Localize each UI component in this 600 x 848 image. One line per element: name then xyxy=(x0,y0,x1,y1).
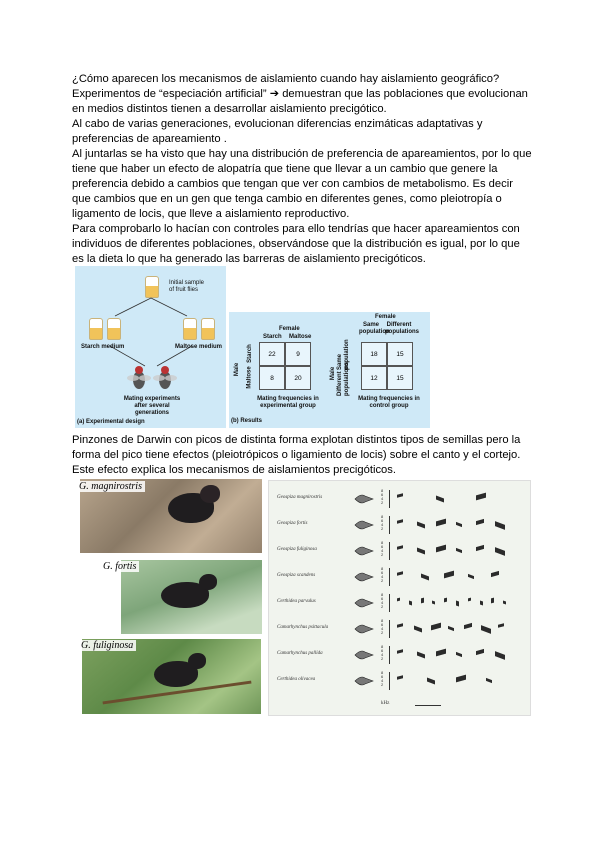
species-label: Certhidea olivacea xyxy=(277,677,316,682)
photo-label: G. fuliginosa xyxy=(78,640,136,651)
axis-tick-label: 4 xyxy=(381,496,384,501)
exp-female-label: Female xyxy=(279,326,300,332)
ctrl-col-diff: Different populations xyxy=(385,322,419,335)
ctrl-cell: 12 xyxy=(361,366,387,390)
song-note xyxy=(491,598,494,604)
song-note xyxy=(456,675,466,683)
ctrl-title: Mating frequencies in control group xyxy=(358,396,420,409)
freq-axis-line xyxy=(389,620,390,638)
photo-label: G. magnirostris xyxy=(76,481,145,492)
axis-tick-label: 8 xyxy=(381,592,384,597)
song-note xyxy=(397,571,403,576)
ctrl-male-label: Male xyxy=(330,366,337,381)
song-note xyxy=(417,652,425,659)
song-note xyxy=(486,678,492,683)
axis-tick-label: 6 xyxy=(381,674,384,679)
freq-axis-labels xyxy=(381,593,387,609)
song-note xyxy=(397,598,400,602)
sonogram xyxy=(393,646,519,664)
freq-axis-labels xyxy=(381,671,387,687)
maltose-medium-label: Maltose medium xyxy=(175,344,223,350)
paragraph: Pinzones de Darwin con picos de distinta forma explotan distintos tipos de semillas pero la forma del pico tiene efectos (pleiotrópicos o ligamiento de locis) sobre el canto y el cortejo. Este efecto explica los mecanismos de aislamientos precigóticos. xyxy=(72,434,521,476)
axis-tick-label: 4 xyxy=(381,522,384,527)
axis-tick-label: 8 xyxy=(381,540,384,545)
paragraph: ¿Cómo aparecen los mecanismos de aislamiento cuando hay aislamiento geográfico? xyxy=(72,73,500,85)
song-note xyxy=(444,571,454,579)
axis-tick-label: 4 xyxy=(381,678,384,683)
exp-cell: 22 xyxy=(259,342,285,366)
song-note xyxy=(436,519,446,527)
species-label: Geospiza scandens xyxy=(277,573,316,578)
axis-tick-label: 2 xyxy=(381,630,384,635)
initial-sample-label: Initial sample of fruit flies xyxy=(169,280,205,293)
exp-cell: 8 xyxy=(259,366,285,390)
axis-tick-label: 4 xyxy=(381,600,384,605)
song-note xyxy=(448,626,454,631)
freq-axis-labels xyxy=(381,567,387,583)
song-note xyxy=(436,649,446,657)
song-note xyxy=(432,600,435,604)
song-note xyxy=(456,548,462,553)
song-note xyxy=(468,598,471,602)
axis-tick-label: 8 xyxy=(381,514,384,519)
beak-icon xyxy=(353,596,375,608)
beak-icon xyxy=(353,518,375,530)
axis-tick-label: 2 xyxy=(381,578,384,583)
freq-axis-labels xyxy=(381,645,387,661)
song-note xyxy=(503,600,506,604)
axis-tick-label: 4 xyxy=(381,548,384,553)
exp-title: Mating frequencies in experimental group xyxy=(257,396,319,409)
ctrl-cell: 15 xyxy=(387,366,413,390)
exp-col-maltose: Maltose xyxy=(289,334,312,340)
song-note xyxy=(436,496,444,503)
figure-a-caption: (a) Experimental design xyxy=(77,419,145,425)
song-note xyxy=(468,574,474,579)
song-note xyxy=(397,623,403,628)
song-note xyxy=(456,652,462,657)
species-label: Certhidea parvulus xyxy=(277,599,316,604)
species-label: Camarhynchus psittacula xyxy=(277,625,329,630)
sonogram xyxy=(393,542,519,560)
song-note xyxy=(427,678,435,685)
axis-tick-label: 6 xyxy=(381,648,384,653)
fly-jar-icon xyxy=(107,318,121,340)
song-note xyxy=(397,649,403,654)
beak-icon xyxy=(353,570,375,582)
finch-photo-fortis xyxy=(121,560,262,634)
paragraph: Al cabo de varias generaciones, evolucionan diferencias enzimáticas adaptativas y preferencias de apareamiento . xyxy=(72,118,483,145)
species-label: Geospiza fortis xyxy=(277,521,308,526)
ctrl-cell: 18 xyxy=(361,342,387,366)
song-note xyxy=(495,521,505,530)
axis-tick-label: 4 xyxy=(381,652,384,657)
exp-male-label: Male xyxy=(234,362,241,377)
ctrl-row-diff: Different populations xyxy=(337,362,350,396)
axis-tick-label: 6 xyxy=(381,518,384,523)
axis-tick-label: 8 xyxy=(381,670,384,675)
exp-cell: 20 xyxy=(285,366,311,390)
photo-label: G. fortis xyxy=(100,561,139,572)
freq-axis-labels xyxy=(381,619,387,635)
finch-head-image xyxy=(199,574,217,590)
beak-icon xyxy=(353,674,375,686)
ctrl-row-same: Same population xyxy=(337,339,350,370)
species-label: Geospiza fuliginosa xyxy=(277,547,317,552)
sonogram xyxy=(393,594,519,612)
fruit-fly-icon xyxy=(125,364,179,394)
axis-tick-label: 2 xyxy=(381,526,384,531)
axis-tick-label: 6 xyxy=(381,622,384,627)
song-note xyxy=(414,626,422,633)
paragraph: Experimentos de “especiación artificial” ➔ demuestran que las poblaciones que evolucionan en medios distintos tienen a desarrollar aislamiento precigótico. xyxy=(72,88,528,115)
axis-tick-label: 8 xyxy=(381,644,384,649)
text-block-intro xyxy=(72,72,532,267)
starch-medium-label: Starch medium xyxy=(81,344,125,350)
song-note xyxy=(476,519,484,525)
beak-icon xyxy=(353,622,375,634)
axis-tick-label: 6 xyxy=(381,570,384,575)
freq-axis-line xyxy=(389,542,390,560)
axis-tick-label: 2 xyxy=(381,656,384,661)
song-note xyxy=(476,545,484,551)
unit-label: kHz xyxy=(381,701,390,706)
song-note xyxy=(491,571,499,577)
axis-tick-label: 8 xyxy=(381,488,384,493)
freq-axis-labels xyxy=(381,489,387,505)
figure-results xyxy=(229,312,430,428)
freq-axis-line xyxy=(389,516,390,534)
song-note xyxy=(436,545,446,553)
sonogram xyxy=(393,672,519,690)
exp-cell: 9 xyxy=(285,342,311,366)
freq-axis-line xyxy=(389,490,390,508)
song-note xyxy=(409,600,412,605)
freq-axis-line xyxy=(389,672,390,690)
exp-row-starch: Starch xyxy=(246,344,253,363)
paragraph: Al juntarlas se ha visto que hay una distribución de preferencia de apareamientos, por lo que tiene que haber un efecto de alopatría que tiene que llevar a un cambio que genere la preferencia debido a cambios que tengan que ver con cambios de metabolismo. Es decir que cambios que en un gen que tenga cambio en diferentes genes, como pleiotropía o ligamento de locis, que lleve a aislamiento reproductivo. xyxy=(72,148,532,220)
sonogram xyxy=(393,490,519,508)
song-note xyxy=(495,547,505,556)
song-note xyxy=(417,548,425,555)
freq-axis-line xyxy=(389,646,390,664)
freq-axis-line xyxy=(389,594,390,612)
song-note xyxy=(431,623,441,631)
finch-head-image xyxy=(188,653,206,669)
song-note xyxy=(421,574,429,581)
axis-tick-label: 2 xyxy=(381,552,384,557)
sonogram xyxy=(393,620,519,638)
ctrl-cell: 15 xyxy=(387,342,413,366)
freq-axis-line xyxy=(389,568,390,586)
freq-axis-labels xyxy=(381,541,387,557)
fly-jar-icon xyxy=(183,318,197,340)
mating-experiments-label: Mating experiments after several generations xyxy=(123,396,181,416)
song-note xyxy=(480,600,483,605)
sonogram xyxy=(393,516,519,534)
song-note xyxy=(476,649,484,655)
fly-jar-icon xyxy=(89,318,103,340)
song-note xyxy=(498,623,504,628)
species-label: Camarhynchus pallida xyxy=(277,651,323,656)
song-note xyxy=(417,522,425,529)
axis-tick-label: 4 xyxy=(381,626,384,631)
axis-tick-label: 2 xyxy=(381,682,384,687)
song-note xyxy=(397,545,403,550)
fly-jar-icon xyxy=(201,318,215,340)
beak-icon xyxy=(353,648,375,660)
song-note xyxy=(444,598,447,603)
axis-tick-label: 2 xyxy=(381,604,384,609)
exp-col-starch: Starch xyxy=(263,334,282,340)
axis-tick-label: 2 xyxy=(381,500,384,505)
axis-tick-label: 8 xyxy=(381,566,384,571)
song-note xyxy=(421,598,424,604)
exp-row-maltose: Maltose xyxy=(246,366,253,389)
finch-songs-figure xyxy=(268,480,531,716)
text-block-finches xyxy=(72,433,532,478)
axis-tick-label: 8 xyxy=(381,618,384,623)
time-scale-bar xyxy=(415,705,441,706)
song-note xyxy=(397,493,403,498)
beak-icon xyxy=(353,492,375,504)
song-note xyxy=(456,600,459,606)
sonogram xyxy=(393,568,519,586)
figure-b-caption: (b) Results xyxy=(231,418,263,424)
song-note xyxy=(481,625,491,634)
axis-tick-label: 6 xyxy=(381,544,384,549)
finch-head-image xyxy=(200,485,220,503)
axis-tick-label: 6 xyxy=(381,492,384,497)
song-note xyxy=(495,651,505,660)
song-note xyxy=(464,623,472,629)
ctrl-col-same: Same population xyxy=(359,322,390,335)
figure-experimental-design xyxy=(75,266,226,428)
species-label: Geospiza magnirostris xyxy=(277,495,323,500)
paragraph: Para comprobarlo lo hacían con controles para ello tendrías que hacer apareamientos con individuos de diferentes poblaciones, observándose que la distribución es igual, por lo que es la dieta lo que ha generado las barreras de aislamiento precigóticos. xyxy=(72,223,520,265)
axis-tick-label: 6 xyxy=(381,596,384,601)
song-note xyxy=(397,675,403,680)
song-note xyxy=(397,519,403,524)
ctrl-female-label: Female xyxy=(375,314,396,320)
song-note xyxy=(476,493,486,501)
axis-tick-label: 4 xyxy=(381,574,384,579)
song-note xyxy=(456,522,462,527)
beak-icon xyxy=(353,544,375,556)
freq-axis-labels xyxy=(381,515,387,531)
